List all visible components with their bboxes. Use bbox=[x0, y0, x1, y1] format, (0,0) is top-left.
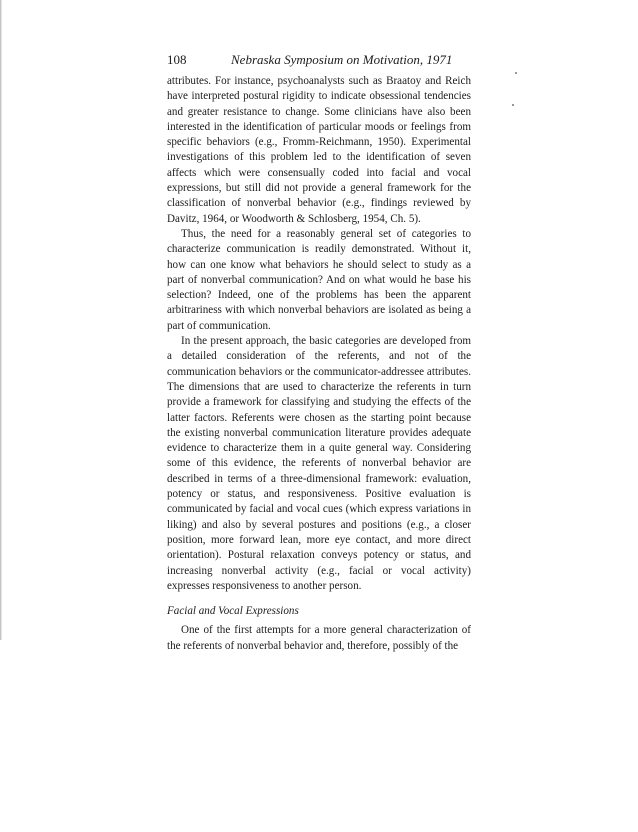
paragraph-2: Thus, the need for a reasonably general set of categories to characterize communication is readily demonstrated. Without it, how can one know what behaviors he should select to study as a part of nonverbal communication? And on what would he base his selection? Indeed, one of the problems has been the apparent arbitrariness with which nonverbal behaviors are isolated as being a part of communication. bbox=[167, 227, 471, 332]
body-text bbox=[167, 74, 471, 654]
section-paragraph: One of the first attempts for a more general characterization of the referents of nonverbal behavior and, therefore, possibly of the bbox=[167, 624, 471, 652]
scan-speck bbox=[515, 72, 517, 74]
page-number: 108 bbox=[167, 52, 187, 67]
page-edge-shadow bbox=[0, 0, 2, 640]
paragraph-1: attributes. For instance, psychoanalysts such as Braatoy and Reich have interpreted postural rigidity to indicate obsessional tendencies and greater resistance to change. Some clinicians have also been interested in the identification of particular moods or feelings from specific behaviors (e.g., Fromm-Reichmann, 1950). Experimental investigations of this problem led to the identification of seven affects which were consensually coded into facial and vocal expressions, but still did not provide a general framework for the classification of nonverbal behavior (e.g., findings reviewed by Davitz, 1964, or Woodworth & Schlosberg, 1954, Ch. 5). bbox=[167, 75, 471, 225]
running-title: Nebraska Symposium on Motivation, 1971 bbox=[231, 52, 453, 67]
section-heading: Facial and Vocal Expressions bbox=[167, 605, 299, 618]
page-header bbox=[167, 50, 477, 70]
scan-speck bbox=[512, 104, 514, 106]
paragraph-3: In the present approach, the basic categories are developed from a detailed consideration of the referents, and not of the communication behaviors or the communicator-addressee attributes. The dimensions that are used to characterize the referents in turn provide a framework for classifying and studying the effects of the latter factors. Referents were chosen as the starting point because the existing nonverbal communication literature provides adequate evidence to characterize them in a quite general way. Considering some of this evidence, the referents of nonverbal behavior are described in terms of a three-dimensional framework: evaluation, potency or status, and responsiveness. Positive evaluation is communicated by facial and vocal cues (which express variations in liking) and also by several postures and positions (e.g., a closer position, more forward lean, more eye contact, and more direct orientation). Postural relaxation conveys potency or status, and increasing nonverbal activity (e.g., facial or vocal activity) expresses responsiveness to another person. bbox=[167, 335, 471, 592]
